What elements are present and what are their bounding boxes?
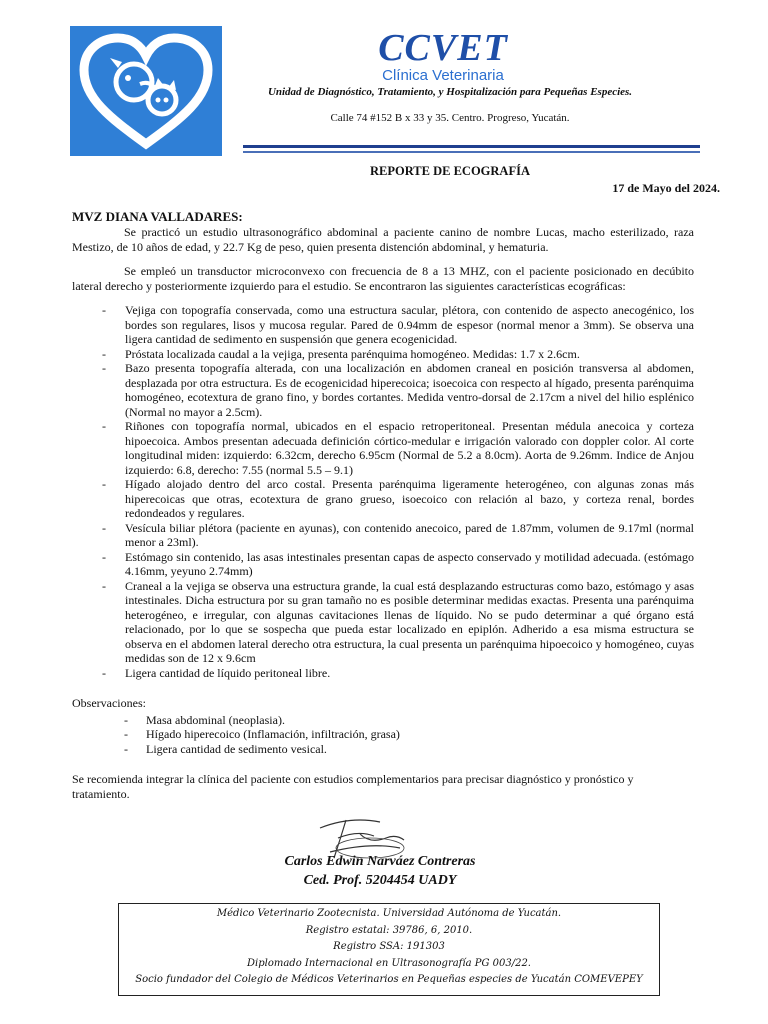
clinic-tagline: Unidad de Diagnóstico, Tratamiento, y Hospitalización para Pequeñas Especies. (267, 86, 633, 98)
signer-license: Ced. Prof. 5204454 UADY (303, 873, 457, 888)
credential-line: Diplomado Internacional en Ultrasonografía PG 003/22. (247, 957, 531, 969)
observation-item: - Ligera cantidad de sedimento vesical. (72, 742, 694, 757)
report-title: REPORTE DE ECOGRAFÍA (370, 164, 530, 178)
credentials-box (118, 903, 660, 996)
observations-heading: Observaciones: (72, 696, 146, 710)
clinic-logo (70, 26, 222, 156)
finding-item: - Vejiga con topografía conservada, como una estructura sacular, plétora, con contenido de aspecto anecogénico, los bordes son regulares, lisos y mucosa regular. Pared de 0.94mm de espesor (normal menor a 3mm). Se observa una ligera cantidad de sedimento en suspensión que genera ecogenicidad. (72, 303, 694, 347)
observations-list (72, 713, 694, 757)
finding-item: - Ligera cantidad de líquido peritoneal libre. (72, 666, 694, 681)
signer-block (230, 852, 530, 890)
finding-item: - Vesícula biliar plétora (paciente en ayunas), con contenido anecoico, pared de 1.87mm, volumen de 9.17ml (normal menor a 23ml). (72, 521, 694, 550)
signer-name: Carlos Edwin Narváez Contreras (284, 854, 476, 869)
credential-line: Médico Veterinario Zootecnista. Universidad Autónoma de Yucatán. (216, 908, 562, 919)
observation-item: - Hígado hiperecoico (Inflamación, infiltración, grasa) (72, 727, 694, 742)
header-divider-secondary (243, 151, 700, 153)
credential-line: Socio fundador del Colegio de Médicos Veterinarios en Pequeñas especies de Yucatán COMEVEPEY (135, 974, 643, 985)
finding-item: - Craneal a la vejiga se observa una estructura grande, la cual está desplazando estructuras como bazo, estómago y asas intestinales. Dicha estructura por su gran tamaño no es posible determinar medidas exactas. Presenta una parénquima heterogéneo, e irregular, con algunas cavitaciones llenas de líquido. No se pudo determinar a qué órgano está relacionado, por lo que se sospecha que pueda estar localizado en epiplón. Adherido a esa misma estructura se observa en el abdomen lateral derecho otra estructura, la cual presenta un parénquima hipoecoico y homogéneo, cuyas medidas son de 12 x 9.6cm (72, 579, 694, 666)
recipient: MVZ DIANA VALLADARES: (72, 209, 243, 224)
credential-line: Registro SSA: 191303 (333, 941, 445, 952)
finding-item: - Riñones con topografía normal, ubicados en el espacio retroperitoneal. Presentan médula anecoica y corteza hipoecoica. Ambos presentan adecuada definición córtico-medular e irrigación valorado con doppler color. Al corte longitudinal miden: izquierdo: 6.32cm, derecho 6.95cm (Normal de 5.2 a 8.0cm). Aorta de 9.26mm. Indice de Anjou izquierdo: 6.8, derecho: 7.55 (normal 5.5 – 9.1) (72, 419, 694, 477)
credential-line: Registro estatal: 39786, 6, 2010. (305, 924, 473, 936)
header-divider (243, 145, 700, 148)
finding-item: - Próstata localizada caudal a la vejiga, presenta parénquima homogéneo. Medidas: 1.7 x 2.6cm. (72, 347, 694, 362)
brand-block (368, 28, 518, 84)
report-body (72, 209, 694, 801)
closing-paragraph: Se recomienda integrar la clínica del paciente con estudios complementarios para precisar diagnóstico y pronóstico y tratamiento. (72, 772, 634, 801)
intro-paragraph: Se practicó un estudio ultrasonográfico abdominal a paciente canino de nombre Lucas, macho esterilizado, raza Mestizo, de 10 años de edad, y 22.7 Kg de peso, quien presenta distención abdominal, y hematuria. (72, 225, 694, 254)
observation-item: - Masa abdominal (neoplasia). (72, 713, 694, 728)
finding-item: - Hígado alojado dentro del arco costal. Presenta parénquima ligeramente heterogéneo, con algunas zonas más hiperecoicas que otras, ecotextura de grano grueso, isoecoico con relación al bazo, y corteza renal, bordes redondeados y regulares. (72, 477, 694, 521)
clinic-address: Calle 74 #152 B x 33 y 35. Centro. Progreso, Yucatán. (330, 112, 570, 124)
heart-pet-icon (70, 26, 222, 156)
brand-name: CCVET (378, 27, 508, 69)
report-date: 17 de Mayo del 2024. (612, 181, 720, 195)
method-paragraph: Se empleó un transductor microconvexo con frecuencia de 8 a 13 MHZ, con el paciente posicionado en decúbito lateral derecho y posteriormente izquierdo para el estudio. Se encontraron las siguientes características ecográficas: (72, 264, 694, 293)
findings-list (72, 303, 694, 680)
finding-item: - Estómago sin contenido, las asas intestinales presentan capas de aspecto conservado y motilidad adecuada. (estómago 4.16mm, yeyuno 2.74mm) (72, 550, 694, 579)
finding-item: - Bazo presenta topografía alterada, con una localización en abdomen craneal en posición transversa al abdomen, desplazada por otra estructura. Es de ecogenicidad hiperecoica; isoecoica con respecto al hígado, presenta parénquima homogéneo, ecotextura de grano fino, y bordes cortantes. Medida ventro-dorsal de 2.17cm a nivel del hilio esplénico (Normal no mayor a 2.5cm). (72, 361, 694, 419)
brand-subtitle: Clínica Veterinaria (382, 67, 504, 84)
